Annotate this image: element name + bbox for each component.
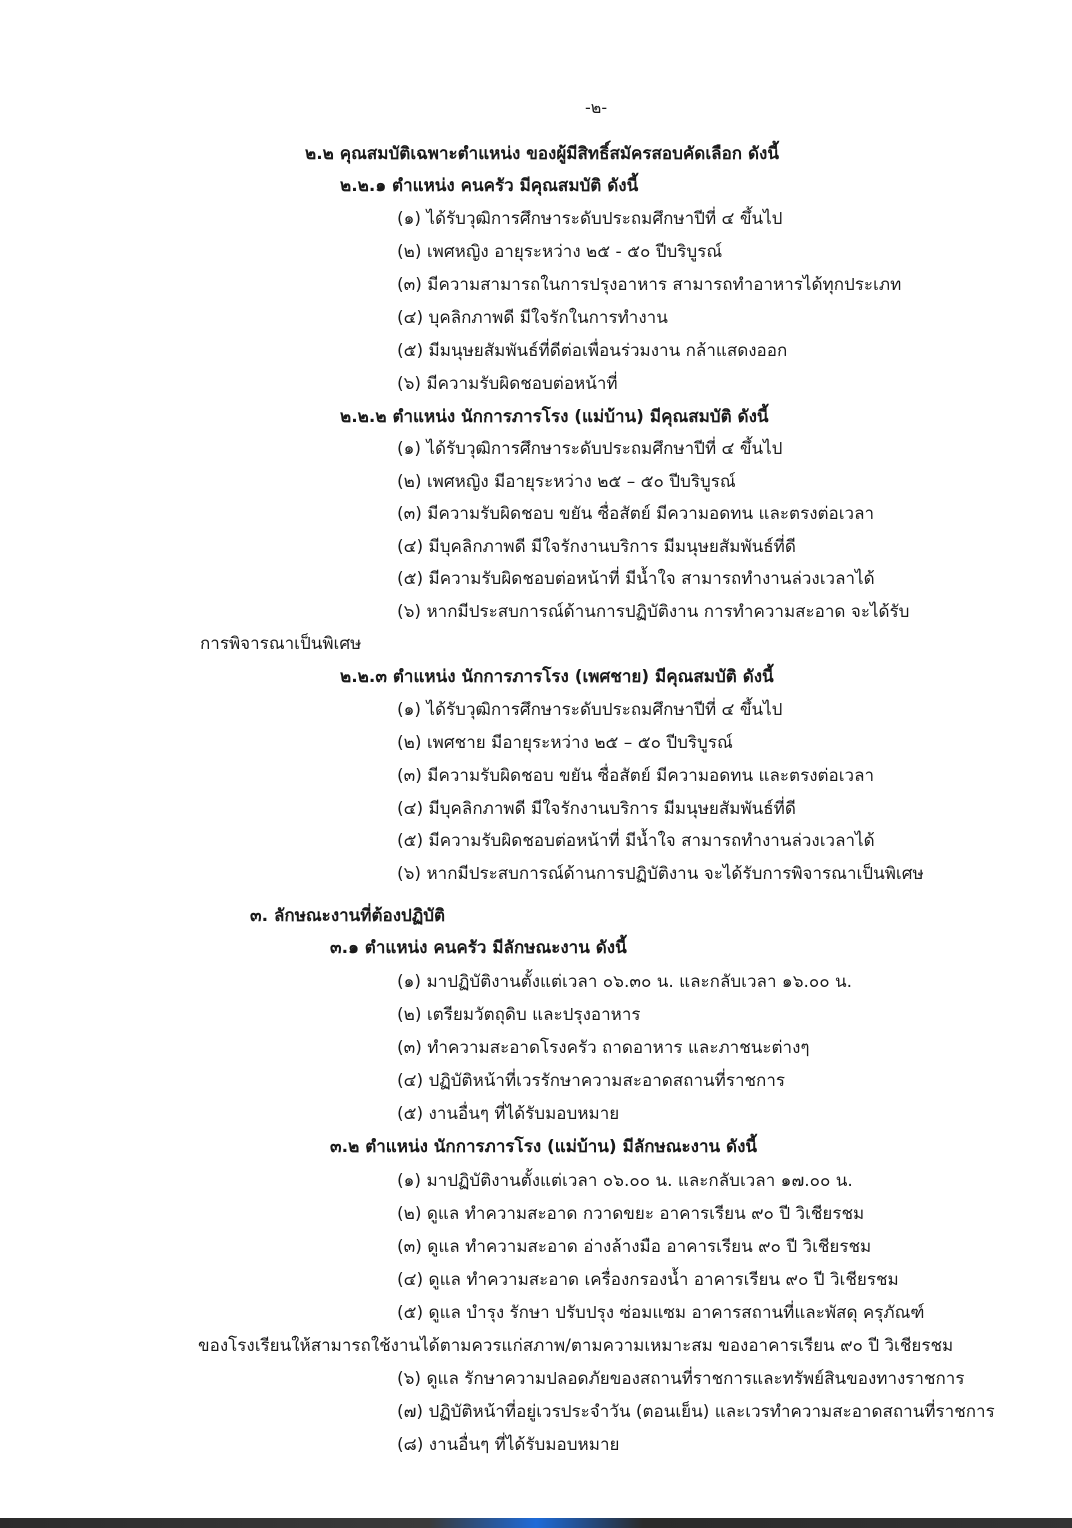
list-item-continuation: การพิจารณาเป็นพิเศษ xyxy=(200,634,362,654)
list-item: (๓) มีความรับผิดชอบ ขยัน ซื่อสัตย์ มีความอดทน และตรงต่อเวลา xyxy=(397,504,875,524)
list-item: (๓) ทำความสะอาดโรงครัว ถาดอาหาร และภาชนะต่างๆ xyxy=(397,1038,810,1058)
section-heading: ๓. ลักษณะงานที่ต้องปฏิบัติ xyxy=(250,906,446,926)
list-item: (๕) งานอื่นๆ ที่ได้รับมอบหมาย xyxy=(397,1104,620,1124)
list-item: (๒) เตรียมวัตถุดิบ และปรุงอาหาร xyxy=(397,1005,641,1025)
subsection-heading: ๒.๒.๓ ตำแหน่ง นักการภารโรง (เพศชาย) มีคุณสมบัติ ดังนี้ xyxy=(340,667,774,687)
list-item: (๑) ได้รับวุฒิการศึกษาระดับประถมศึกษาปีที่ ๔ ขึ้นไป xyxy=(397,209,783,229)
list-item: (๖) ดูแล รักษาความปลอดภัยของสถานที่ราชการและทรัพย์สินของทางราชการ xyxy=(397,1369,965,1389)
list-item: (๔) มีบุคลิกภาพดี มีใจรักงานบริการ มีมนุษยสัมพันธ์ที่ดี xyxy=(397,537,796,557)
list-item: (๔) บุคลิกภาพดี มีใจรักในการทำงาน xyxy=(397,308,668,328)
list-item: (๕) มีมนุษยสัมพันธ์ที่ดีต่อเพื่อนร่วมงาน กล้าแสดงออก xyxy=(397,341,788,361)
list-item: (๔) ปฏิบัติหน้าที่เวรรักษาความสะอาดสถานที่ราชการ xyxy=(397,1071,786,1091)
list-item: (๒) เพศชาย มีอายุระหว่าง ๒๕ – ๕๐ ปีบริบูรณ์ xyxy=(397,733,733,753)
list-item: (๓) มีความสามารถในการปรุงอาหาร สามารถทำอาหารได้ทุกประเภท xyxy=(397,275,902,295)
subsection-heading: ๒.๒.๒ ตำแหน่ง นักการภารโรง (แม่บ้าน) มีคุณสมบัติ ดังนี้ xyxy=(340,407,769,427)
subsection-heading: ๓.๒ ตำแหน่ง นักการภารโรง (แม่บ้าน) มีลักษณะงาน ดังนี้ xyxy=(330,1137,757,1157)
list-item: (๖) มีความรับผิดชอบต่อหน้าที่ xyxy=(397,374,618,394)
list-item: (๑) มาปฏิบัติงานตั้งแต่เวลา ๐๖.๓๐ น. และกลับเวลา ๑๖.๐๐ น. xyxy=(397,972,853,992)
list-item: (๔) ดูแล ทำความสะอาด เครื่องกรองน้ำ อาคารเรียน ๙๐ ปี วิเชียรชม xyxy=(397,1270,899,1290)
subsection-heading: ๒.๒.๑ ตำแหน่ง คนครัว มีคุณสมบัติ ดังนี้ xyxy=(340,176,639,196)
list-item: (๑) ได้รับวุฒิการศึกษาระดับประถมศึกษาปีที่ ๔ ขึ้นไป xyxy=(397,439,783,459)
list-item: (๒) เพศหญิง อายุระหว่าง ๒๕ - ๕๐ ปีบริบูรณ์ xyxy=(397,242,723,262)
subsection-heading: ๓.๑ ตำแหน่ง คนครัว มีลักษณะงาน ดังนี้ xyxy=(330,938,627,958)
list-item: (๓) ดูแล ทำความสะอาด อ่างล้างมือ อาคารเรียน ๙๐ ปี วิเชียรชม xyxy=(397,1237,872,1257)
scan-edge-strip xyxy=(0,1518,1072,1528)
list-item-continuation: ของโรงเรียนให้สามารถใช้งานได้ตามควรแก่สภาพ/ตามความเหมาะสม ของอาคารเรียน ๙๐ ปี วิเชียรชม xyxy=(198,1336,954,1356)
list-item: (๕) มีความรับผิดชอบต่อหน้าที่ มีน้ำใจ สามารถทำงานล่วงเวลาได้ xyxy=(397,569,875,589)
list-item: (๒) ดูแล ทำความสะอาด กวาดขยะ อาคารเรียน ๙๐ ปี วิเชียรชม xyxy=(397,1204,865,1224)
list-item: (๖) หากมีประสบการณ์ด้านการปฏิบัติงาน จะได้รับการพิจารณาเป็นพิเศษ xyxy=(397,864,924,884)
list-item: (๑) ได้รับวุฒิการศึกษาระดับประถมศึกษาปีที่ ๔ ขึ้นไป xyxy=(397,700,783,720)
list-item: (๕) ดูแล บำรุง รักษา ปรับปรุง ซ่อมแซม อาคารสถานที่และพัสดุ ครุภัณฑ์ xyxy=(397,1303,925,1323)
list-item: (๒) เพศหญิง มีอายุระหว่าง ๒๕ – ๕๐ ปีบริบูรณ์ xyxy=(397,472,736,492)
list-item: (๓) มีความรับผิดชอบ ขยัน ซื่อสัตย์ มีความอดทน และตรงต่อเวลา xyxy=(397,766,875,786)
list-item: (๕) มีความรับผิดชอบต่อหน้าที่ มีน้ำใจ สามารถทำงานล่วงเวลาได้ xyxy=(397,831,875,851)
list-item: (๑) มาปฏิบัติงานตั้งแต่เวลา ๐๖.๐๐ น. และกลับเวลา ๑๗.๐๐ น. xyxy=(397,1171,853,1191)
page-number: -๒- xyxy=(585,98,608,117)
list-item: (๖) หากมีประสบการณ์ด้านการปฏิบัติงาน การทำความสะอาด จะได้รับ xyxy=(397,602,910,622)
list-item: (๗) ปฏิบัติหน้าที่อยู่เวรประจำวัน (ตอนเย็น) และเวรทำความสะอาดสถานที่ราชการ xyxy=(397,1402,995,1422)
section-heading: ๒.๒ คุณสมบัติเฉพาะตำแหน่ง ของผู้มีสิทธิ์สมัครสอบคัดเลือก ดังนี้ xyxy=(305,144,779,164)
list-item: (๔) มีบุคลิกภาพดี มีใจรักงานบริการ มีมนุษยสัมพันธ์ที่ดี xyxy=(397,799,796,819)
list-item: (๘) งานอื่นๆ ที่ได้รับมอบหมาย xyxy=(397,1435,620,1455)
